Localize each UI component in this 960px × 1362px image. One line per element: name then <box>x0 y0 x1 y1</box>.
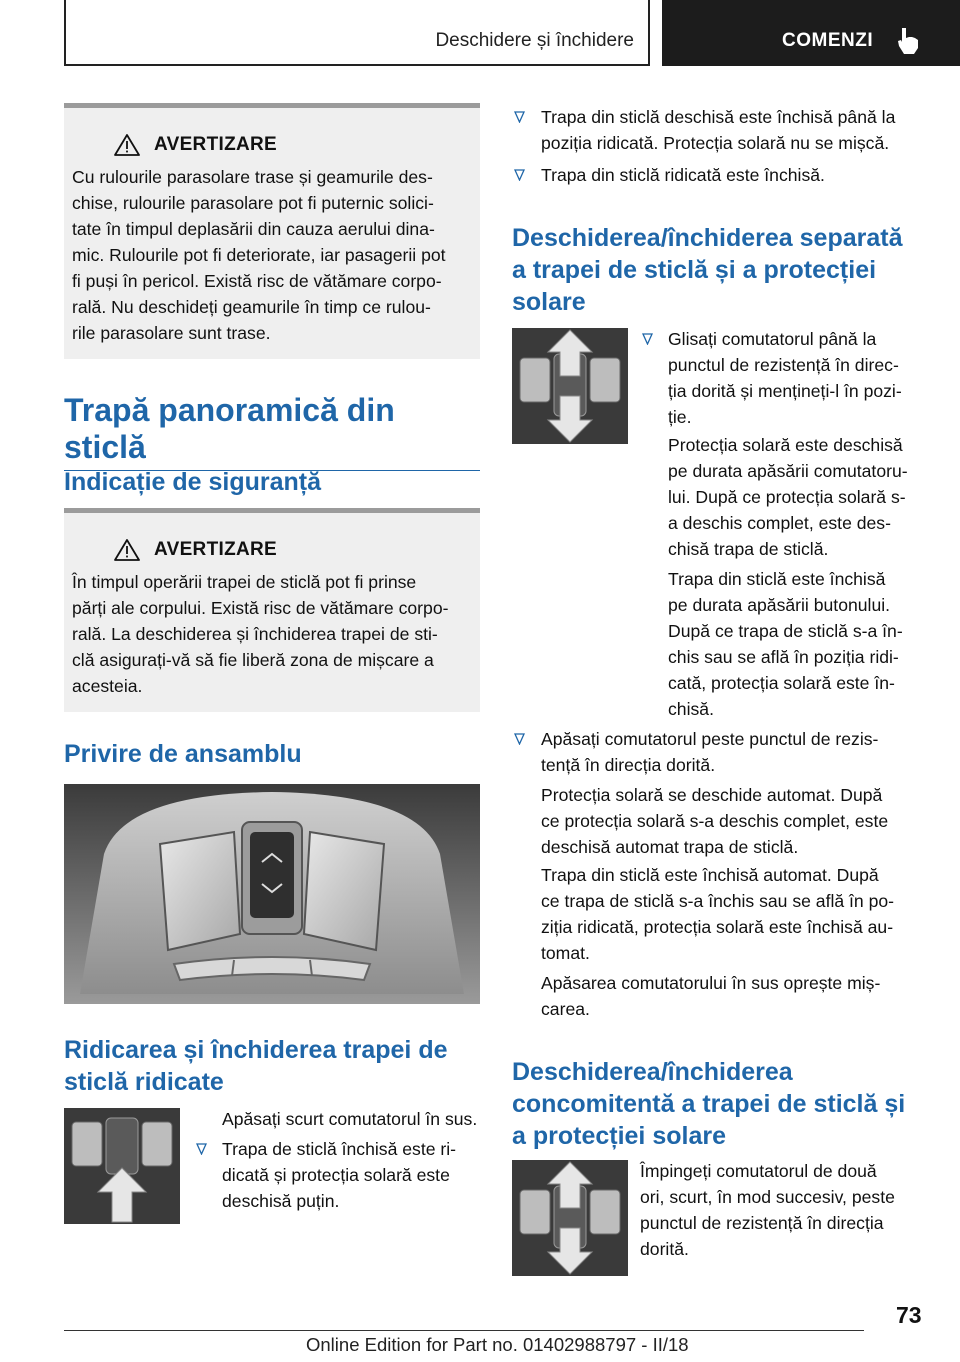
footer-divider <box>64 1330 864 1331</box>
separate-paragraph-4: Trapa din sticlă este închisă automat. După ce trapa de sticlă s-a închis sau se află în po- ziția ridicată, protecția solară este închisă au- tomat. <box>541 865 895 963</box>
pointing-hand-icon <box>896 26 922 56</box>
warning-box-sunblinds <box>64 103 480 359</box>
header-section-title: Deschidere și închidere <box>435 30 634 51</box>
list-bullet-icon <box>642 333 653 345</box>
concurrent-heading: Deschiderea/închiderea concomitentă a trapei de sticlă și a protecției solare <box>512 1058 906 1150</box>
header-section-box <box>64 0 650 66</box>
footer-edition-text: Online Edition for Part no. 01402988797 - II/18 <box>306 1334 689 1355</box>
warning-title: AVERTIZARE <box>154 539 277 560</box>
list-bullet-icon <box>514 111 525 123</box>
warning-text: În timpul operării trapei de sticlă pot fi prinse părți ale corpului. Există risc de vătămare corpo- rală. La deschiderea și închiderea trapei de sti- clă asigurați-vă să fie liberă zona de mișcare a acesteia. <box>72 572 449 696</box>
switch-double-push-illustration <box>512 1160 628 1276</box>
warning-title: AVERTIZARE <box>154 134 277 155</box>
separate-paragraph-3: Protecția solară se deschide automat. După ce protecția solară s-a deschis complet, este deschisă automat trapa de sticlă. <box>541 785 889 857</box>
raise-bullet-text: Trapa de sticlă închisă este ri- dicată și protecția solară este deschisă puțin. <box>222 1139 457 1211</box>
page-number: 73 <box>896 1302 922 1328</box>
safety-heading: Indicație de siguranță <box>64 468 322 496</box>
overview-heading: Privire de ansamblu <box>64 740 302 768</box>
separate-paragraph-2: Trapa din sticlă este închisă pe durata apăsării butonului. După ce trapa de sticlă s-a în- chis sau se află în poziția ridi- cată, protecția solară este în- chisă. <box>668 569 903 719</box>
list-bullet-icon <box>196 1143 207 1155</box>
separate-bullet-2: Apăsați comutatorul peste punctul de rezis- tență în direcția dorită. <box>541 729 879 775</box>
page-title: Trapă panoramică din sticlă <box>64 392 480 471</box>
overhead-console-photo <box>64 784 480 1004</box>
concurrent-text: Împingeți comutatorul de două ori, scurt, în mod succesiv, peste punctul de rezistență în direcția dorită. <box>640 1161 895 1259</box>
header-chapter-title: COMENZI <box>782 30 874 51</box>
separate-paragraph-1: Protecția solară este deschisă pe durata apăsării comutatoru- lui. După ce protecția solară s- a deschis complet, este des- chisă trapa de sticlă. <box>668 435 908 559</box>
switch-slide-illustration <box>512 328 628 444</box>
separate-bullet-1: Glisați comutatorul până la punctul de rezistență în direc- ția dorită și mențineți-l în pozi- ție. <box>668 329 902 427</box>
separate-heading: Deschiderea/închiderea separată a trapei de sticlă și a protecției solare <box>512 224 903 316</box>
bullet-raised-closed: Trapa din sticlă ridicată este închisă. <box>541 165 825 185</box>
list-bullet-icon <box>514 169 525 181</box>
switch-push-up-illustration <box>64 1108 180 1224</box>
list-bullet-icon <box>514 733 525 745</box>
warning-text: Cu rulourile parasolare trase și geamurile des- chise, rulourile parasolare pot fi puternic solici- tate în timpul deplasării din cauza aerului dina- mic. Rulourile pot fi deteriorate, iar pasagerii pot fi puși în pericol. Există risc de vătămare corpo- rală. Nu deschideți geamurile în timp ce rulou- rile parasolare sunt trase. <box>72 167 446 343</box>
warning-box-glass-roof <box>64 508 480 712</box>
bullet-open-to-raised: Trapa din sticlă deschisă este închisă până la poziția ridicată. Protecția solară nu se mișcă. <box>541 107 896 153</box>
separate-paragraph-5: Apăsarea comutatorului în sus oprește miș- carea. <box>541 973 881 1019</box>
warning-triangle-icon <box>114 539 140 561</box>
raise-close-heading: Ridicarea și închiderea trapei de sticlă ridicate <box>64 1036 448 1096</box>
warning-triangle-icon <box>114 134 140 156</box>
raise-intro-text: Apăsați scurt comutatorul în sus. <box>222 1109 478 1129</box>
